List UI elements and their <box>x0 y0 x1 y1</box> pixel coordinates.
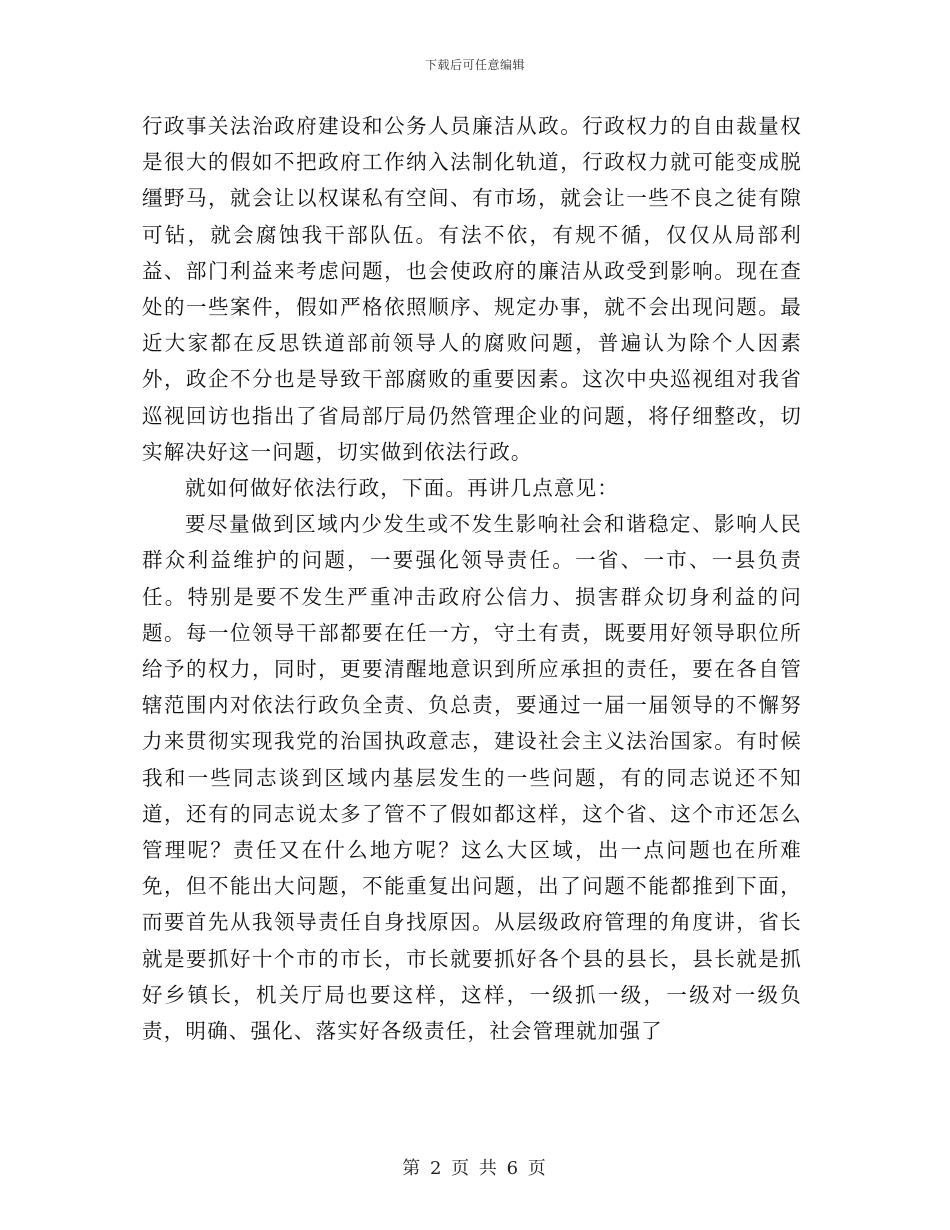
page-header: 下载后可任意编辑 <box>424 58 525 72</box>
paragraph-3: 要尽量做到区域内少发生或不发生影响社会和谐稳定、影响人民群众利益维护的问题，一要强化领导责任。一省、一市、一县负责任。特别是要不发生严重冲击政府公信力、损害群众切身利益的问题。每一位领导干部都要在任一方，守土有责，既要用好领导职位所给予的权力，同时，更要清醒地意识到所应承担的责任，要在各自管辖范围内对依法行政负全责、负总责，要通过一届一届领导的不懈努力来贯彻实现我党的治国执政意志，建设社会主义法治国家。有时候我和一些同志谈到区域内基层发生的一些问题，有的同志说还不知道，还有的同志说太多了管不了假如都这样，这个省、这个市还怎么管理呢？责任又在什么地方呢？这么大区域，出一点问题也在所难免，但不能出大问题，不能重复出问题，出了问题不能都推到下面，而要首先从我领导责任自身找原因。从层级政府管理的角度讲，省长就是要抓好十个市的市长，市长就要抓好各个县的县长，县长就是抓好乡镇长，机关厅局也要这样，这样，一级抓一级，一级对一级负责，明确、强化、落实好各级责任，社会管理就加强了 <box>142 512 802 1044</box>
page-number: 第 2 页 共 6 页 <box>402 1158 548 1179</box>
document-body <box>142 108 802 1049</box>
paragraph-2: 就如何做好依法行政，下面。再讲几点意见： <box>185 476 619 501</box>
paragraph-1: 行政事关法治政府建设和公务人员廉洁从政。行政权力的自由裁量权是很大的假如不把政府工作纳入法制化轨道，行政权力就可能变成脱缰野马，就会让以权谋私有空间、有市场，就会让一些不良之徒有隙可钻，就会腐蚀我干部队伍。有法不依，有规不循，仅仅从局部利益、部门利益来考虑问题，也会使政府的廉洁从政受到影响。现在查处的一些案件，假如严格依照顺序、规定办事，就不会出现问题。最近大家都在反思铁道部前领导人的腐败问题，普遍认为除个人因素外，政企不分也是导致干部腐败的重要因素。这次中央巡视组对我省巡视回访也指出了省局部厅局仍然管理企业的问题，将仔细整改，切实解决好这一问题，切实做到依法行政。 <box>142 114 802 464</box>
